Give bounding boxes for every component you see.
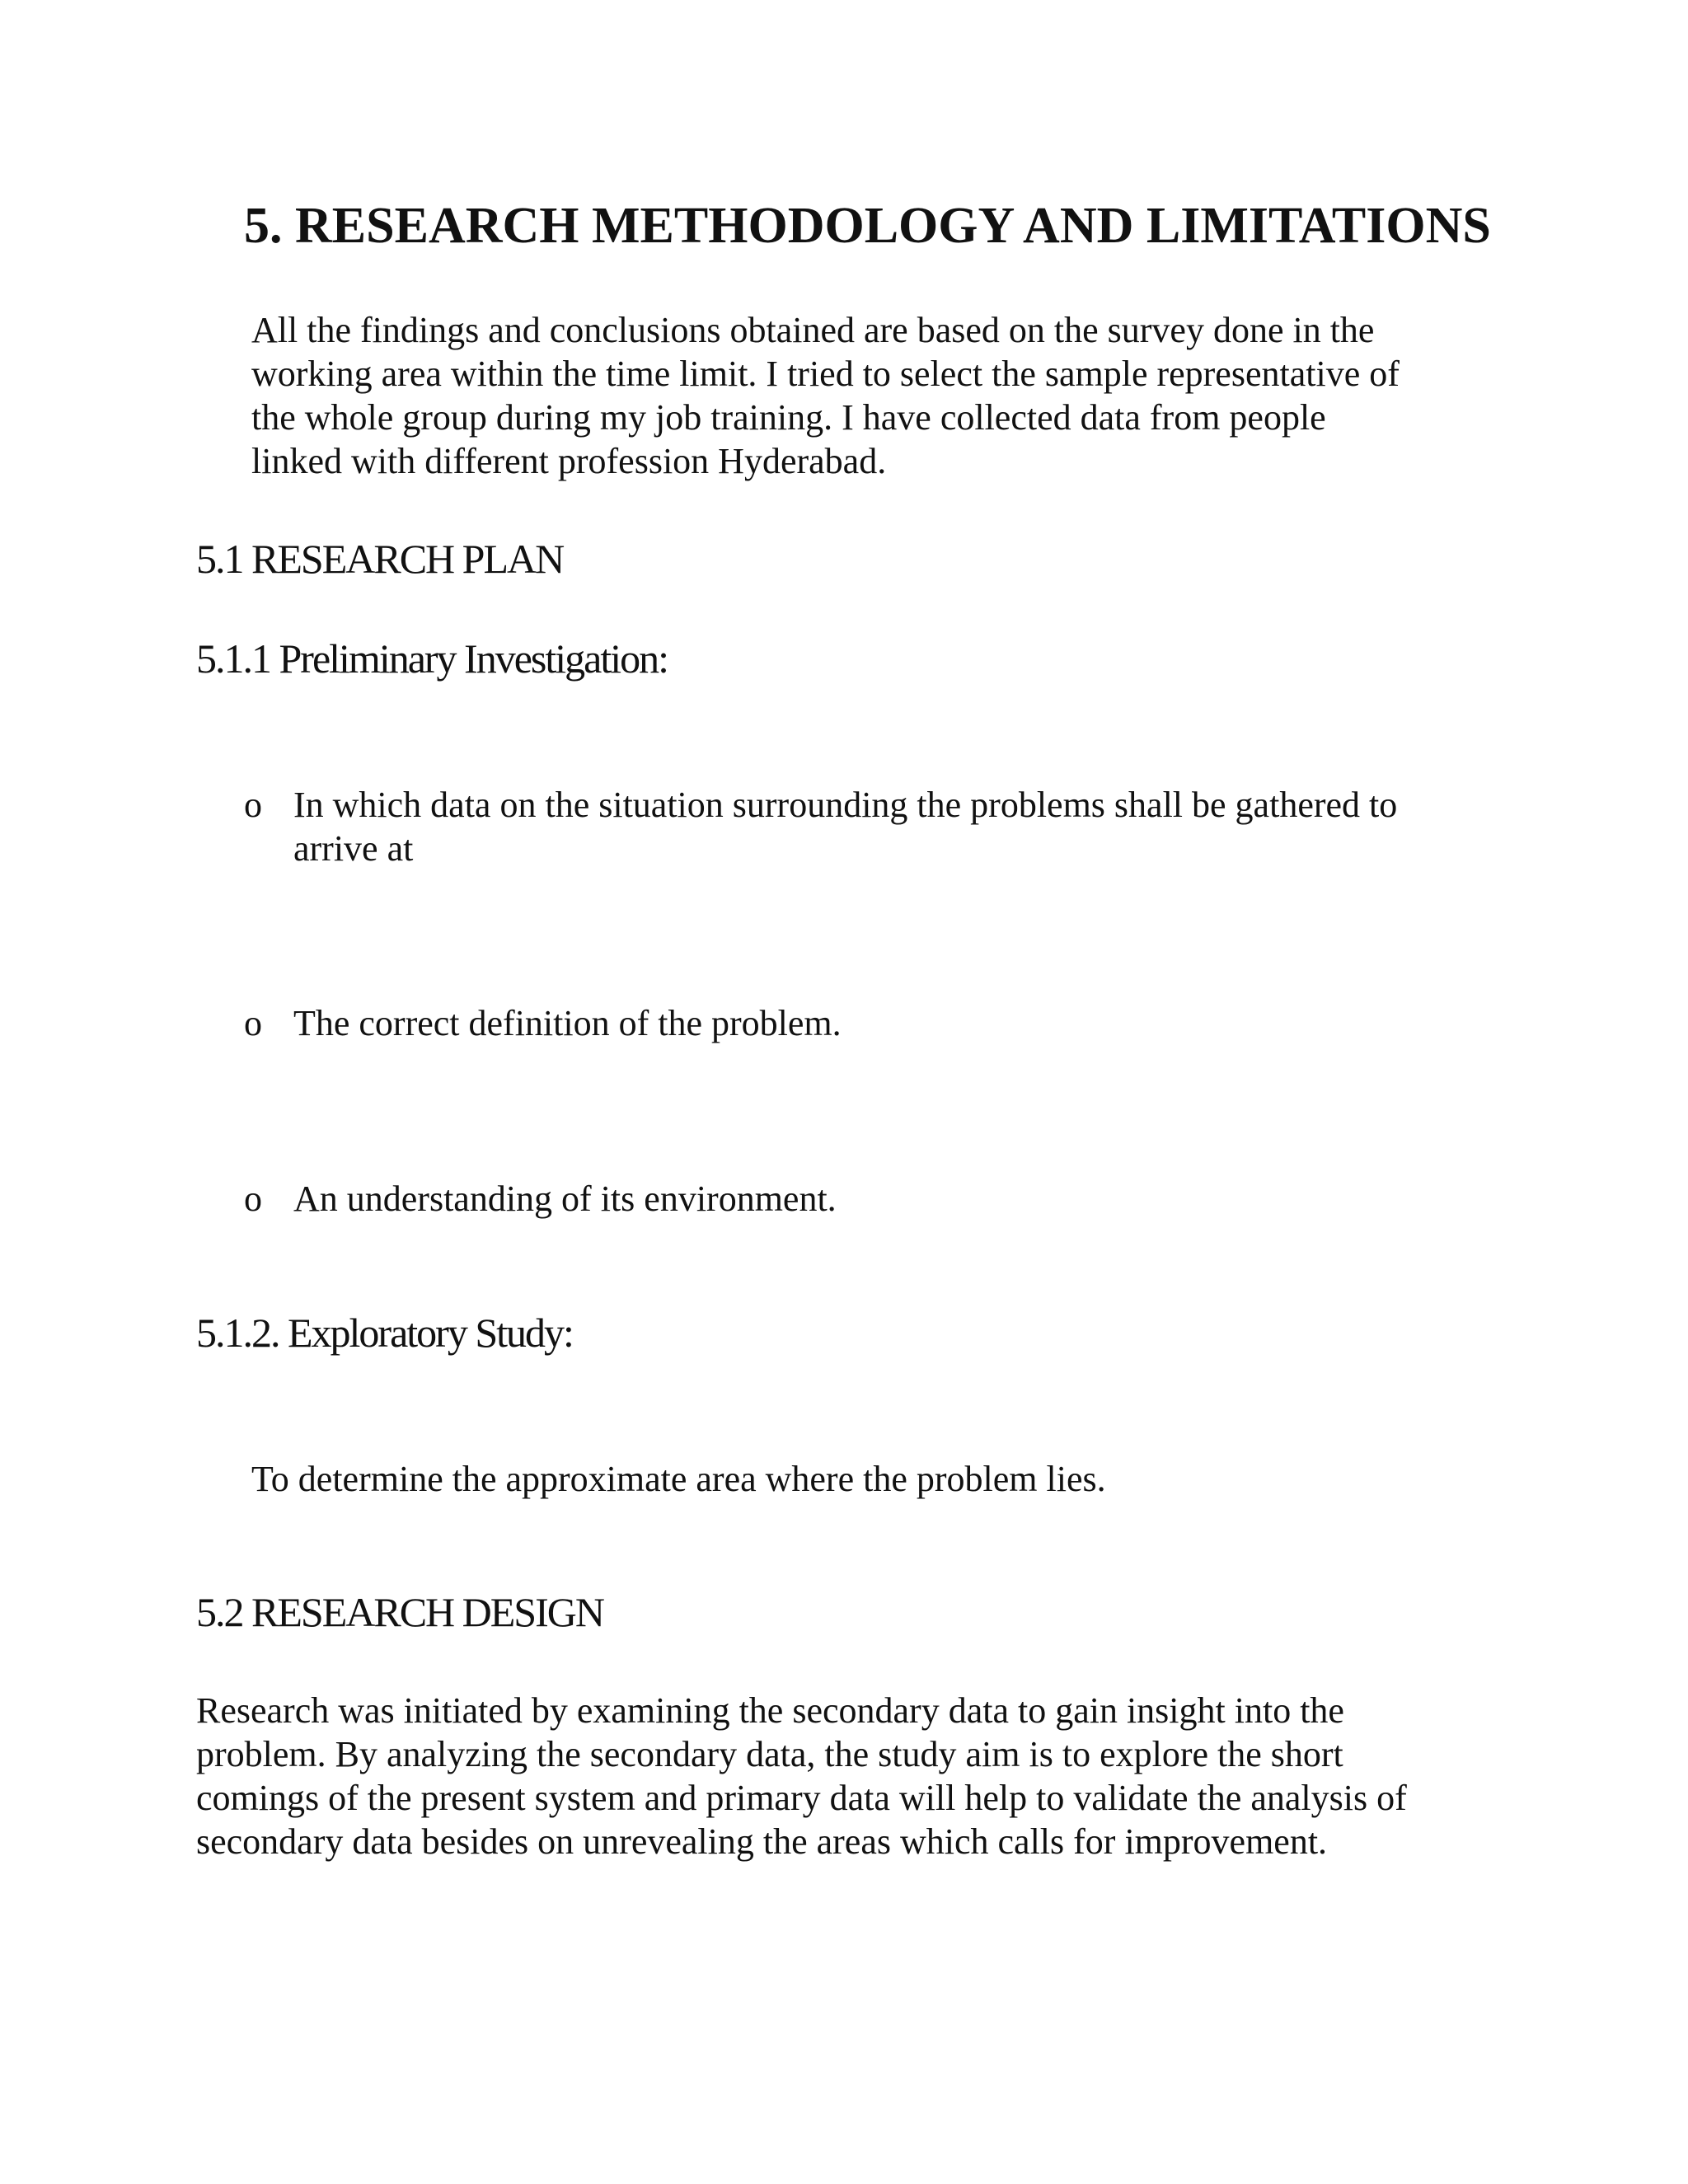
bullet-line: In which data on the situation surrounding the problems shall be gathered to: [293, 785, 1398, 825]
bullet-text: [293, 1001, 842, 1045]
intro-line: the whole group during my job training. I have collected data from people: [251, 397, 1326, 438]
intro-line: linked with different profession Hyderabad.: [251, 441, 887, 481]
bullet-text: [293, 783, 1397, 870]
research-design-paragraph: [196, 1689, 1407, 1863]
design-line: problem. By analyzing the secondary data, the study aim is to explore the short: [196, 1734, 1343, 1774]
research-design-heading: 5.2 RESEARCH DESIGN: [196, 1589, 603, 1635]
research-plan-heading: 5.1 RESEARCH PLAN: [196, 536, 564, 582]
bullet-marker: o: [244, 1003, 262, 1043]
design-line: secondary data besides on unrevealing the areas which calls for improvement.: [196, 1821, 1328, 1862]
bullet-text: [293, 1177, 837, 1221]
intro-paragraph: [251, 308, 1400, 483]
bullet-line: The correct definition of the problem.: [293, 1003, 842, 1043]
bullet-line: arrive at: [293, 828, 414, 869]
bullet-marker: o: [244, 1179, 262, 1219]
page-title: 5. RESEARCH METHODOLOGY AND LIMITATIONS: [244, 198, 1491, 254]
design-line: comings of the present system and primary data will help to validate the analysis of: [196, 1778, 1407, 1818]
intro-line: working area within the time limit. I tried to select the sample representative of: [251, 354, 1400, 394]
design-line: Research was initiated by examining the secondary data to gain insight into the: [196, 1690, 1344, 1731]
bullet-line: An understanding of its environment.: [293, 1179, 837, 1219]
intro-line: All the findings and conclusions obtained are based on the survey done in the: [251, 310, 1375, 350]
preliminary-investigation-heading: 5.1.1 Preliminary Investigation:: [196, 635, 668, 682]
exploratory-study-heading: 5.1.2. Exploratory Study:: [196, 1310, 573, 1356]
bullet-marker: o: [244, 785, 262, 825]
exploratory-study-text: To determine the approximate area where the problem lies.: [251, 1459, 1106, 1499]
